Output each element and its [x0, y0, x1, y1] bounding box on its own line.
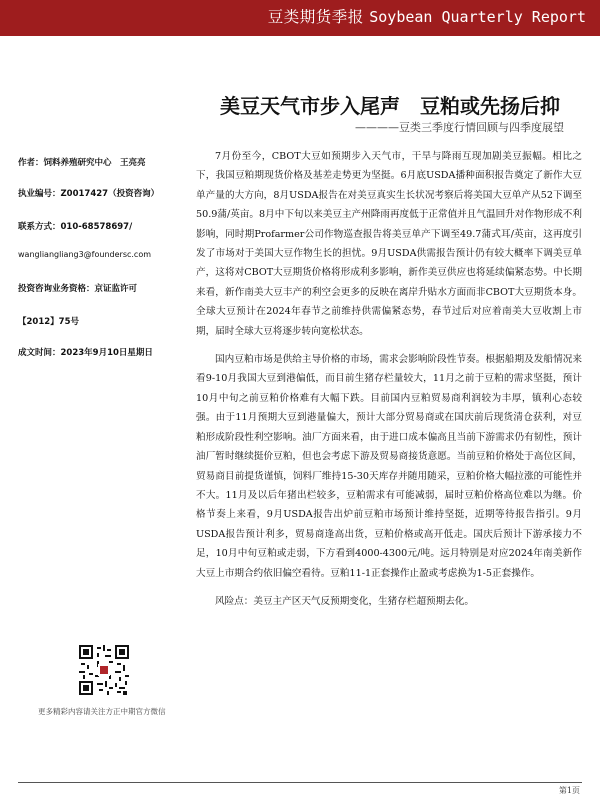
- report-date: 成文时间：2023年9月10日星期日: [18, 348, 153, 358]
- report-series-title-en: Soybean Quarterly Report: [369, 8, 586, 26]
- body-paragraph: 国内豆粕市场是供给主导价格的市场，需求会影响阶段性节奏。根据船期及发船情况来看9-10月我国大豆到港偏低，而目前生猪存栏量较大，11月之前于豆粕的需求坚挺，预计10月中旬之前豆粕价格难有大幅下跌。目前国内豆粕贸易商利润较为丰厚，镇利心态较强。由于11月预期大豆到港量偏大，预计大部分贸易商或在国庆前后现货清仓获利，对豆粕形成阶段性利空影响。油厂方面来看，由于进口成本偏高且当前下游需求仍有韧性，预计油厂暂时继续挺价豆粕，但也会考虑下游及贸易商接货意愿。当前豆粕价格处于高位区间，贸易商目前提货谨慎，饲料厂维持15-30天库存并随用随采，豆粕价格大幅拉涨的可能性并不大。11月及以后年猪出栏较多，豆粕需求有可能减弱，届时豆粕价格高位难以为继。价格节奏上来看，9月USDA报告出炉前豆粕市场预计维持坚挺，近期等待报告指引。9月USDA报告预计利多，贸易商逢高出货，豆粕价格或高开低走。国庆后预计下游承接力不足，10月中旬豆粕或走弱，下方看到4000-4300元/吨。远月特别是对应2024年南美新作大豆上市期合约依旧偏空看待。豆粕11-1正套操作止盈或考虑换为1-5正套操作。: [196, 354, 582, 579]
- risk-paragraph: 风险点：美豆主产区天气反预期变化，生猪存栏超预期去化。: [215, 595, 475, 607]
- body-paragraph: 7月份至今，CBOT大豆如预期步入天气市，干旱与降雨互现加剧美豆振幅。相比之下，我国豆粕期现货价格及基差走势更为坚挺。6月底USDA播种面积报告奠定了新作大豆单产量的大方向，8月USDA报告在对美豆真实生长状况考察后将美国大豆单产从52下调至50.9蒲/英亩。8月中下旬以来美豆主产州降雨再度低于正常值并且气温回升对作物形成不利影响，同时期Profarmer公司作物巡查报告将美豆单产下调至49.7蒲式耳/英亩，这再度引发了市场对于美国大豆作物生长的担忧。9月USDA供需报告预计仍有较大概率下调美豆单产，这将对CBOT大豆期货价格将形成利多影响，新作美豆供应也将延续偏紧态势。中长期来看，新作南美大豆丰产的利空会更多的反映在离岸升贴水方面而非CBOT大豆期货本身。全球大豆预计在2024年春节之前维持供需偏紧态势，春节过后对应着南美大豆收割上市期，届时全球大豆将逐步转向宽松状态。: [196, 151, 582, 337]
- article-title: 美豆天气市步入尾声 豆粕或先扬后抑: [220, 94, 560, 118]
- page-footer: [0, 782, 600, 800]
- license-number: 执业编号：Z0017427（投资咨询）: [18, 189, 160, 199]
- license-approval: 投资咨询业务资格：京证监许可: [18, 284, 138, 294]
- page-number: 第1页: [558, 786, 580, 795]
- qr-caption: 更多精彩内容请关注方正中期官方微信: [38, 707, 166, 716]
- report-series-title: [268, 5, 586, 27]
- report-body: [196, 147, 582, 620]
- contact-phone: 联系方式：010-68578697/: [18, 222, 133, 232]
- report-series-title-cn: 豆类期货季报: [267, 8, 364, 26]
- contact-email[interactable]: wangliangliang3@foundersc.com: [18, 250, 152, 259]
- article-subtitle: ————豆类三季度行情回顾与四季度展望: [355, 121, 564, 134]
- wechat-qr-code[interactable]: [79, 645, 129, 695]
- author-info: 作者：饲料养殖研究中心 王亮亮: [18, 158, 146, 168]
- footer-rule: [18, 782, 582, 783]
- report-banner: [0, 0, 600, 36]
- license-approval-number: 【2012】75号: [18, 317, 79, 327]
